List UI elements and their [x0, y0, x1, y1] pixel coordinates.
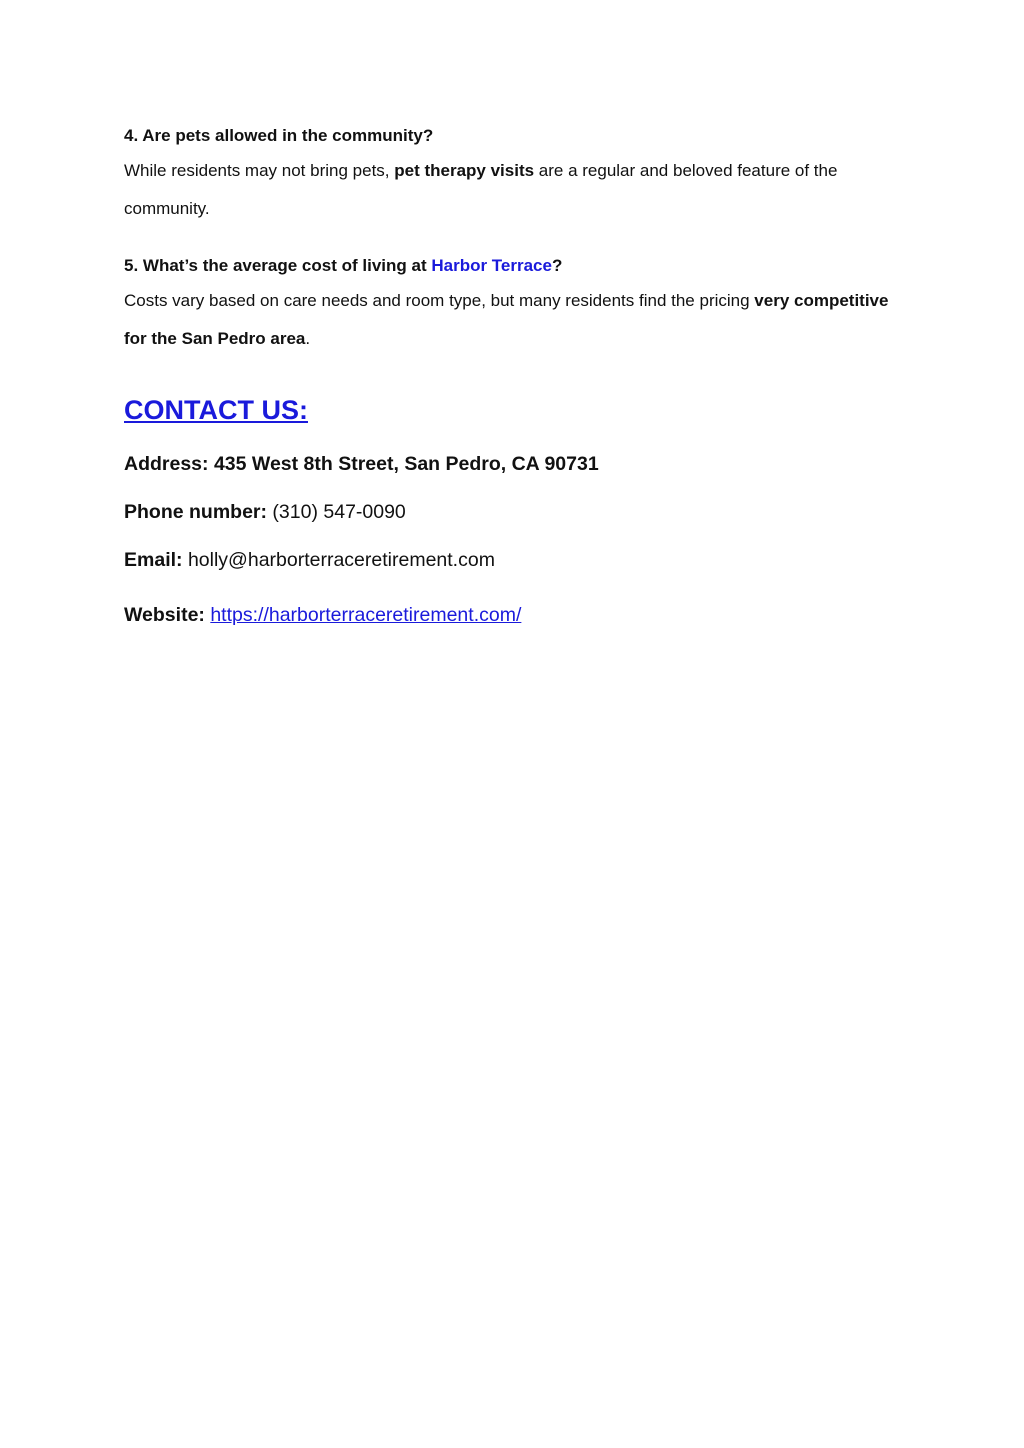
answer-emphasis: very competitive for the San Pedro area [124, 291, 889, 348]
website-label: Website: [124, 604, 205, 626]
contact-address: Address: 435 West 8th Street, San Pedro, CA 90731 [124, 453, 599, 475]
faq-item-pets [124, 122, 894, 228]
answer-text: . [305, 329, 311, 348]
answer-emphasis: pet therapy visits [394, 161, 535, 180]
email-label: Email: [124, 549, 183, 571]
phone-value: (310) 547-0090 [267, 501, 406, 523]
document-page [124, 122, 894, 629]
contact-heading: CONTACT US: [124, 395, 308, 425]
contact-email [124, 546, 894, 574]
faq-answer [124, 282, 894, 358]
phone-label: Phone number: [124, 501, 268, 523]
answer-text: are a regular and beloved feature of the community. [124, 161, 838, 218]
community-name: Harbor Terrace [431, 256, 552, 275]
answer-text: Costs vary based on care needs and room type, but many residents find the pricing [124, 291, 755, 310]
contact-phone [124, 498, 894, 526]
email-value: holly@harborterraceretirement.com [182, 549, 495, 571]
faq-item-cost [124, 252, 894, 358]
question-text: ? [551, 256, 563, 275]
faq-question: 4. Are pets allowed in the community? [124, 126, 434, 145]
faq-question [124, 252, 894, 280]
question-text: 5. What’s the average cost of living at [124, 256, 432, 275]
answer-text: While residents may not bring pets, [124, 161, 395, 180]
contact-website [124, 601, 894, 629]
faq-answer [124, 152, 894, 228]
website-link[interactable]: https://harborterraceretirement.com/ [210, 604, 522, 626]
